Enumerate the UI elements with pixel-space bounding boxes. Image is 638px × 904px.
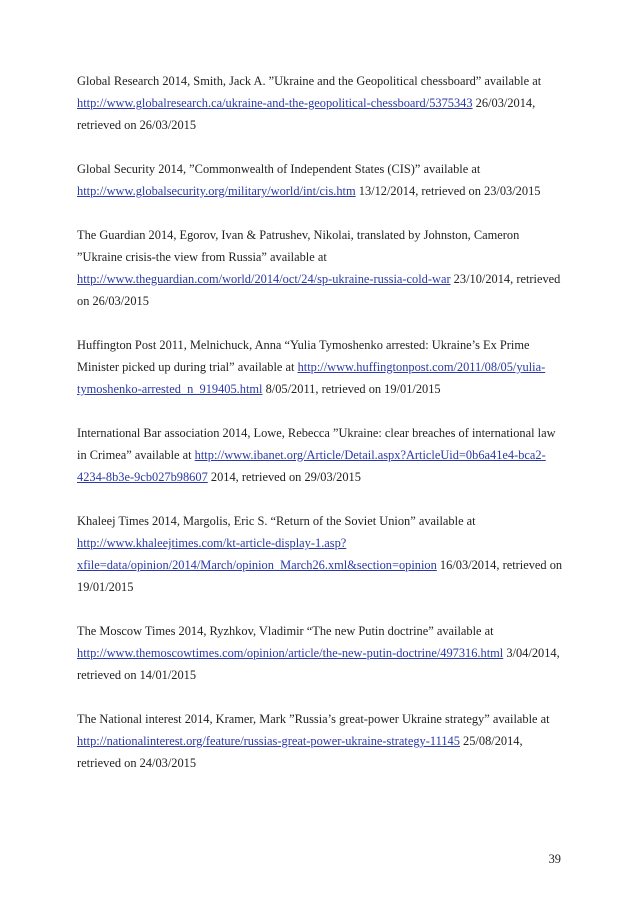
reference-link[interactable]: http://www.globalresearch.ca/ukraine-and-the-geopolitical-chessboard/5375343 (77, 96, 473, 110)
reference-list (77, 70, 567, 796)
reference-date: 25/08/2014, retrieved on 24/03/2015 (77, 734, 523, 770)
reference-link[interactable]: http://www.khaleejtimes.com/kt-article-display-1.asp?xfile=data/opinion/2014/March/opinion_March26.xml&section=opinion (77, 536, 437, 572)
reference-link[interactable]: http://www.ibanet.org/Article/Detail.aspx?ArticleUid=0b6a41e4-bca2-4234-8b3e-9cb027b98607 (77, 448, 546, 484)
reference-entry (77, 334, 567, 400)
reference-date: 23/10/2014, retrieved on 26/03/2015 (77, 272, 561, 308)
reference-entry (77, 70, 567, 136)
reference-link[interactable]: http://www.themoscowtimes.com/opinion/article/the-new-putin-doctrine/497316.html (77, 646, 504, 660)
reference-link[interactable]: http://www.globalsecurity.org/military/world/int/cis.htm (77, 184, 356, 198)
reference-date: 8/05/2011, retrieved on 19/01/2015 (262, 382, 441, 396)
reference-text: The Moscow Times 2014, Ryzhkov, Vladimir “The new Putin doctrine” available at (77, 624, 494, 638)
reference-date: 13/12/2014, retrieved on 23/03/2015 (355, 184, 541, 198)
reference-date: 16/03/2014, retrieved on 19/01/2015 (77, 558, 563, 594)
reference-text: Global Research 2014, Smith, Jack A. ”Ukraine and the Geopolitical chessboard” available at (77, 74, 542, 88)
reference-entry (77, 708, 567, 774)
reference-date: 2014, retrieved on 29/03/2015 (207, 470, 361, 484)
reference-link[interactable]: http://nationalinterest.org/feature/russias-great-power-ukraine-strategy-11145 (77, 734, 460, 748)
reference-text: International Bar association 2014, Lowe, Rebecca ”Ukraine: clear breaches of international law in Crimea” available at (77, 426, 556, 462)
page-number: 39 (548, 852, 561, 866)
reference-entry (77, 510, 567, 598)
reference-date: 3/04/2014, retrieved on 14/01/2015 (77, 646, 560, 682)
reference-text: Khaleej Times 2014, Margolis, Eric S. “Return of the Soviet Union” available at (77, 514, 476, 528)
reference-text: The National interest 2014, Kramer, Mark ”Russia’s great-power Ukraine strategy” available at (77, 712, 550, 726)
reference-date: 26/03/2014, retrieved on 26/03/2015 (77, 96, 536, 132)
reference-entry (77, 422, 567, 488)
reference-entry (77, 620, 567, 686)
reference-text: The Guardian 2014, Egorov, Ivan & Patrushev, Nikolai, translated by Johnston, Cameron ”Ukraine crisis-the view from Russia” available at (77, 228, 520, 264)
reference-link[interactable]: http://www.theguardian.com/world/2014/oct/24/sp-ukraine-russia-cold-war (77, 272, 451, 286)
reference-entry (77, 224, 567, 312)
reference-link[interactable]: http://www.huffingtonpost.com/2011/08/05/yulia-tymoshenko-arrested_n_919405.html (77, 360, 546, 396)
reference-text: Huffington Post 2011, Melnichuck, Anna “Yulia Tymoshenko arrested: Ukraine’s Ex Prime Minister picked up during trial” available at (77, 338, 530, 374)
reference-text: Global Security 2014, ”Commonwealth of Independent States (CIS)” available at (77, 162, 481, 176)
reference-entry (77, 158, 567, 202)
